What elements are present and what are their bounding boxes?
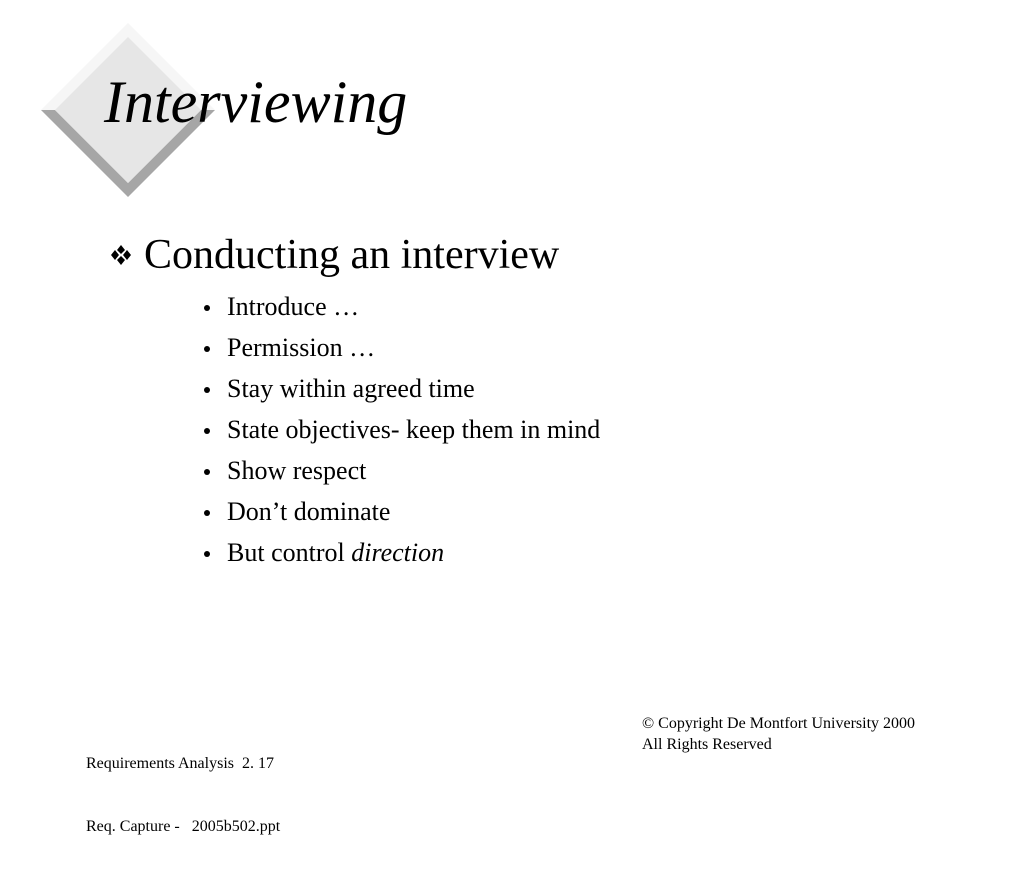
slide-title: Interviewing [104, 69, 408, 135]
list-item [204, 491, 600, 532]
heading-text: Conducting an interview [144, 232, 560, 278]
list-item-text: Permission … [227, 332, 376, 362]
round-bullet-icon [204, 428, 210, 434]
round-bullet-icon [204, 469, 210, 475]
round-bullet-icon [204, 387, 210, 393]
round-bullet-icon [204, 305, 210, 311]
list-item-text: State objectives- keep them in mind [227, 414, 601, 444]
list-item [204, 327, 600, 368]
list-item-text: Show respect [227, 455, 367, 485]
footer-left-line2: Req. Capture - 2005b502.ppt [86, 818, 281, 835]
list-item-text: Don’t dominate [227, 496, 391, 526]
list-item-text: Stay within agreed time [227, 373, 475, 403]
four-diamond-bullet-icon [108, 244, 134, 266]
list-item [204, 409, 600, 450]
round-bullet-icon [204, 510, 210, 516]
rights-line: All Rights Reserved [642, 736, 772, 753]
round-bullet-icon [204, 551, 210, 557]
list-item [204, 286, 600, 327]
copyright-line: © Copyright De Montfort University 2000 [642, 715, 916, 732]
heading-bullet [108, 230, 559, 280]
list-item-text: Introduce … [227, 291, 360, 321]
round-bullet-icon [204, 346, 210, 352]
footer-left-line1: Requirements Analysis 2. 17 [86, 755, 274, 772]
list-item [204, 368, 600, 409]
footer-left [86, 711, 280, 879]
list-item [204, 532, 600, 573]
list-item-emphasis: direction [351, 537, 445, 567]
footer-right [642, 713, 915, 755]
list-item [204, 450, 600, 491]
bullet-list [204, 286, 600, 573]
list-item-text: But control [227, 537, 352, 567]
